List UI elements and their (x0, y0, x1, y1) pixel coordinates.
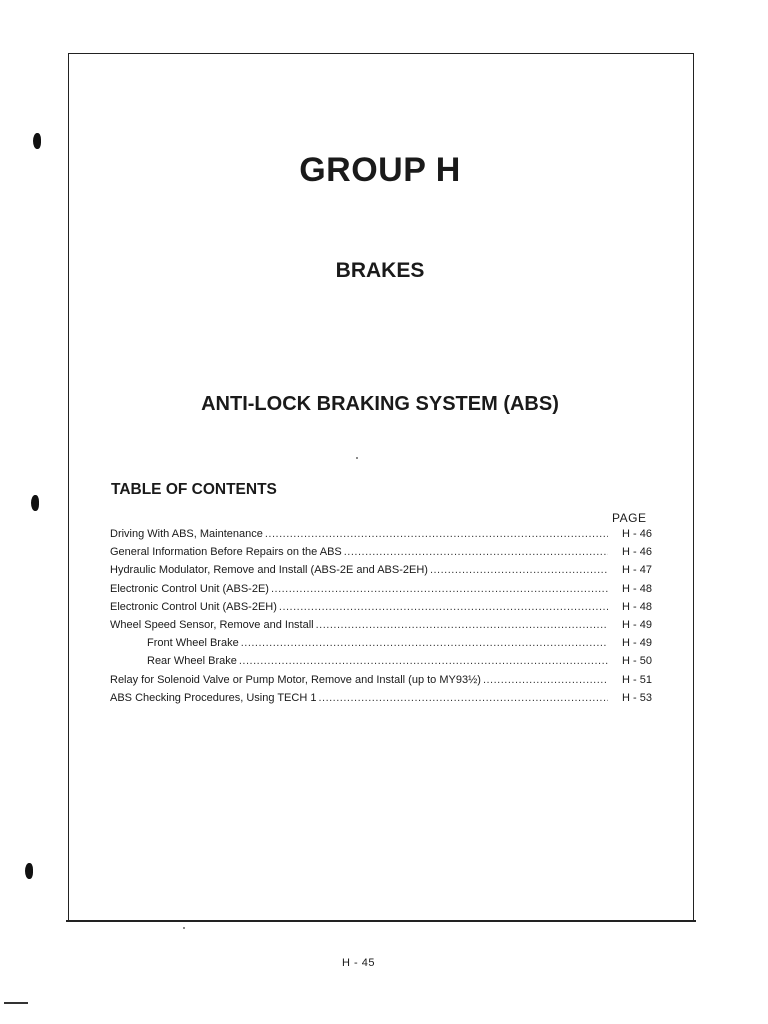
toc-leader-dots (483, 674, 608, 686)
page-column-label: PAGE (612, 511, 647, 525)
toc-entry (110, 637, 660, 655)
section-title: BRAKES (335, 259, 425, 282)
binder-hole-bottom (25, 863, 33, 879)
toc-entry-page: H - 46 (622, 546, 652, 559)
toc-entry-title: Rear Wheel Brake (147, 655, 237, 668)
toc-leader-dots (279, 601, 608, 613)
toc-entry (110, 583, 660, 601)
scan-speck (356, 457, 358, 459)
toc-leader-dots (271, 583, 608, 595)
toc-entry (110, 528, 660, 546)
toc-entry-page: H - 47 (622, 564, 652, 577)
toc-entry-title: Relay for Solenoid Valve or Pump Motor, Remove and Install (up to MY93½) (110, 673, 481, 686)
toc-leader-dots (241, 637, 608, 649)
page-number: H - 45 (342, 957, 375, 969)
toc-entry-page: H - 53 (622, 691, 652, 704)
toc-entry (110, 601, 660, 619)
toc-entry-title: Wheel Speed Sensor, Remove and Install (110, 618, 314, 631)
toc-leader-dots (318, 692, 608, 704)
toc-entry-title: ABS Checking Procedures, Using TECH 1 (110, 691, 317, 704)
toc-entry (110, 619, 660, 637)
toc-entry-page: H - 48 (622, 600, 652, 613)
system-title: ANTI-LOCK BRAKING SYSTEM (ABS) (201, 393, 559, 415)
toc-entry (110, 564, 660, 582)
toc-heading: TABLE OF CONTENTS (111, 481, 277, 498)
toc-entry-title: Driving With ABS, Maintenance (110, 528, 263, 540)
binder-hole-middle (31, 495, 39, 511)
toc-leader-dots (239, 655, 608, 667)
toc-entry-page: H - 51 (622, 673, 652, 686)
toc-leader-dots (344, 546, 608, 558)
toc-entry-page: H - 50 (622, 655, 652, 668)
toc-entry-page: H - 48 (622, 582, 652, 595)
scan-speck (183, 927, 185, 929)
page-border-bottom (66, 920, 696, 922)
toc-entry (110, 655, 660, 673)
toc-entry (110, 546, 660, 564)
toc-entry-page: H - 46 (622, 528, 652, 540)
scan-mark (4, 1002, 28, 1004)
binder-hole-top (33, 133, 41, 149)
toc-list (110, 528, 660, 710)
toc-entry-title: Electronic Control Unit (ABS-2E) (110, 582, 269, 595)
toc-leader-dots (265, 528, 608, 540)
toc-entry-title: Electronic Control Unit (ABS-2EH) (110, 600, 277, 613)
toc-leader-dots (430, 564, 608, 576)
toc-entry-page: H - 49 (622, 637, 652, 650)
toc-entry-title: Hydraulic Modulator, Remove and Install (ABS-2E and ABS-2EH) (110, 564, 428, 577)
toc-leader-dots (316, 619, 608, 631)
toc-entry-page: H - 49 (622, 618, 652, 631)
toc-entry-title: General Information Before Repairs on the ABS (110, 546, 342, 559)
group-title: GROUP H (299, 151, 461, 189)
toc-entry (110, 674, 660, 692)
toc-entry (110, 692, 660, 710)
toc-entry-title: Front Wheel Brake (147, 637, 239, 650)
